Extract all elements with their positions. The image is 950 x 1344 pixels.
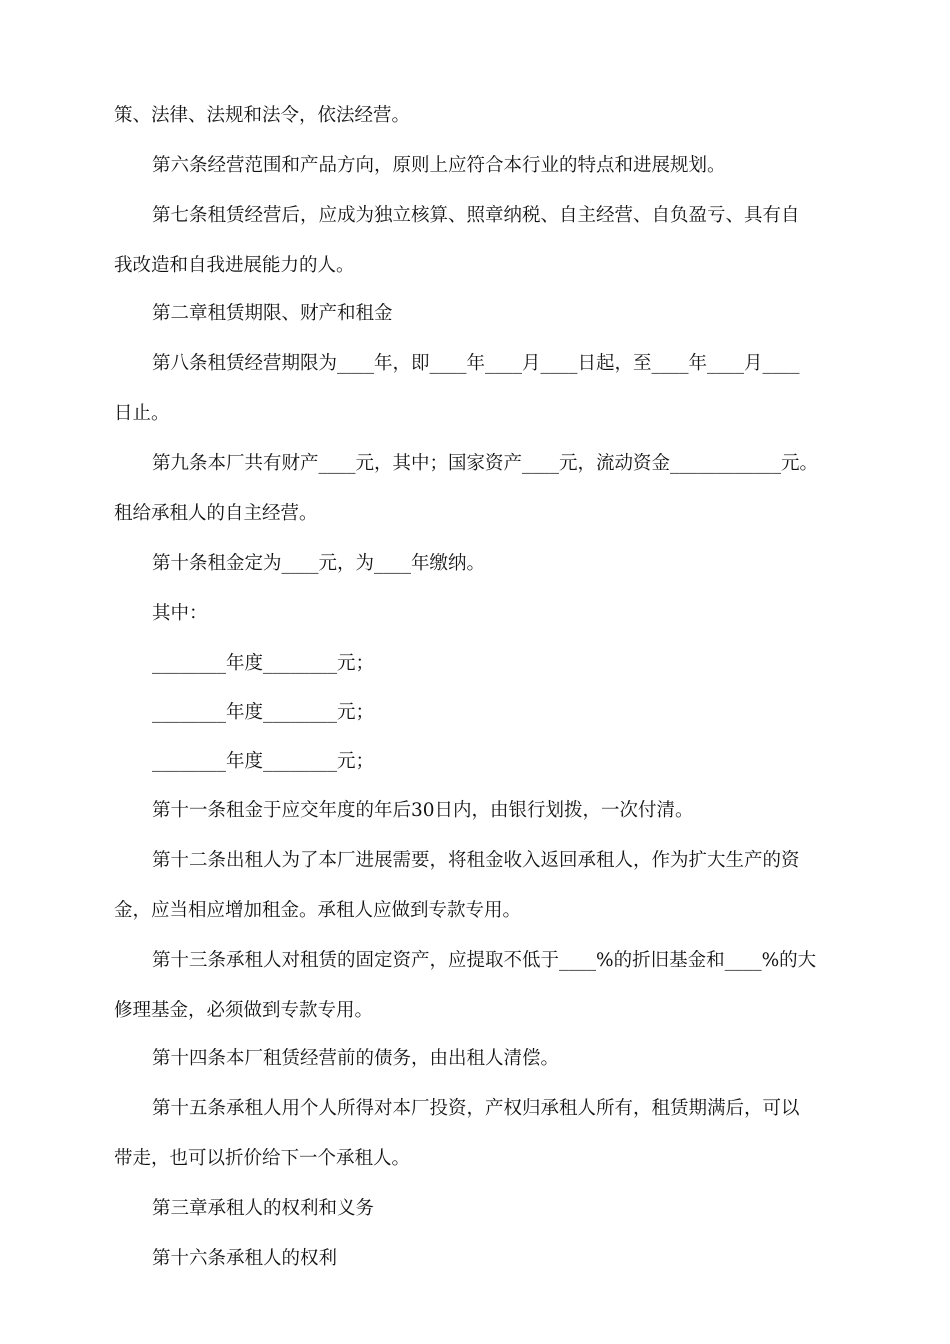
text-line-19: 修理基金，必须做到专款专用。 <box>114 1000 374 1021</box>
text-line-3: 第七条租赁经营后，应成为独立核算、照章纳税、自主经营、自负盈亏、具有自 <box>152 205 800 226</box>
text-line-2: 第六条经营范围和产品方向，原则上应符合本行业的特点和进展规划。 <box>152 155 726 176</box>
text-line-11: 其中： <box>152 603 208 624</box>
text-line-20: 第十四条本厂租赁经营前的债务，由出租人清偿。 <box>152 1048 560 1069</box>
text-line-4: 我改造和自我进展能力的人。 <box>114 255 355 276</box>
text-line-15: 第十一条租金于应交年度的年后30日内，由银行划拨，一次付清。 <box>152 800 694 821</box>
text-line-6: 第八条租赁经营期限为____年，即____年____月____日起，至____年____月____ <box>152 353 800 374</box>
chapter-heading-3: 第三章承租人的权利和义务 <box>152 1198 375 1219</box>
rent-year-line-3: ________年度________元； <box>152 751 375 772</box>
text-line-16: 第十二条出租人为了本厂进展需要，将租金收入返回承租人，作为扩大生产的资 <box>152 850 800 871</box>
rent-year-line-2: ________年度________元； <box>152 702 375 723</box>
text-line-18: 第十三条承租人对租赁的固定资产，应提取不低于____%的折旧基金和____%的大 <box>152 950 817 971</box>
text-line-9: 租给承租人的自主经营。 <box>114 503 318 524</box>
text-line-7: 日止。 <box>114 403 170 424</box>
chapter-heading-2: 第二章租赁期限、财产和租金 <box>152 303 393 324</box>
text-line-24: 第十六条承租人的权利 <box>152 1248 338 1269</box>
text-line-10: 第十条租金定为____元，为____年缴纳。 <box>152 553 486 574</box>
text-line-21: 第十五条承租人用个人所得对本厂投资，产权归承租人所有，租赁期满后，可以 <box>152 1098 800 1119</box>
text-line-8: 第九条本厂共有财产____元，其中；国家资产____元，流动资金____________元。 <box>152 453 819 474</box>
text-line-17: 金，应当相应增加租金。承租人应做到专款专用。 <box>114 900 522 921</box>
rent-year-line-1: ________年度________元； <box>152 653 375 674</box>
text-line-22: 带走，也可以折价给下一个承租人。 <box>114 1148 411 1169</box>
text-line-1: 策、法律、法规和法令，依法经营。 <box>114 105 411 126</box>
